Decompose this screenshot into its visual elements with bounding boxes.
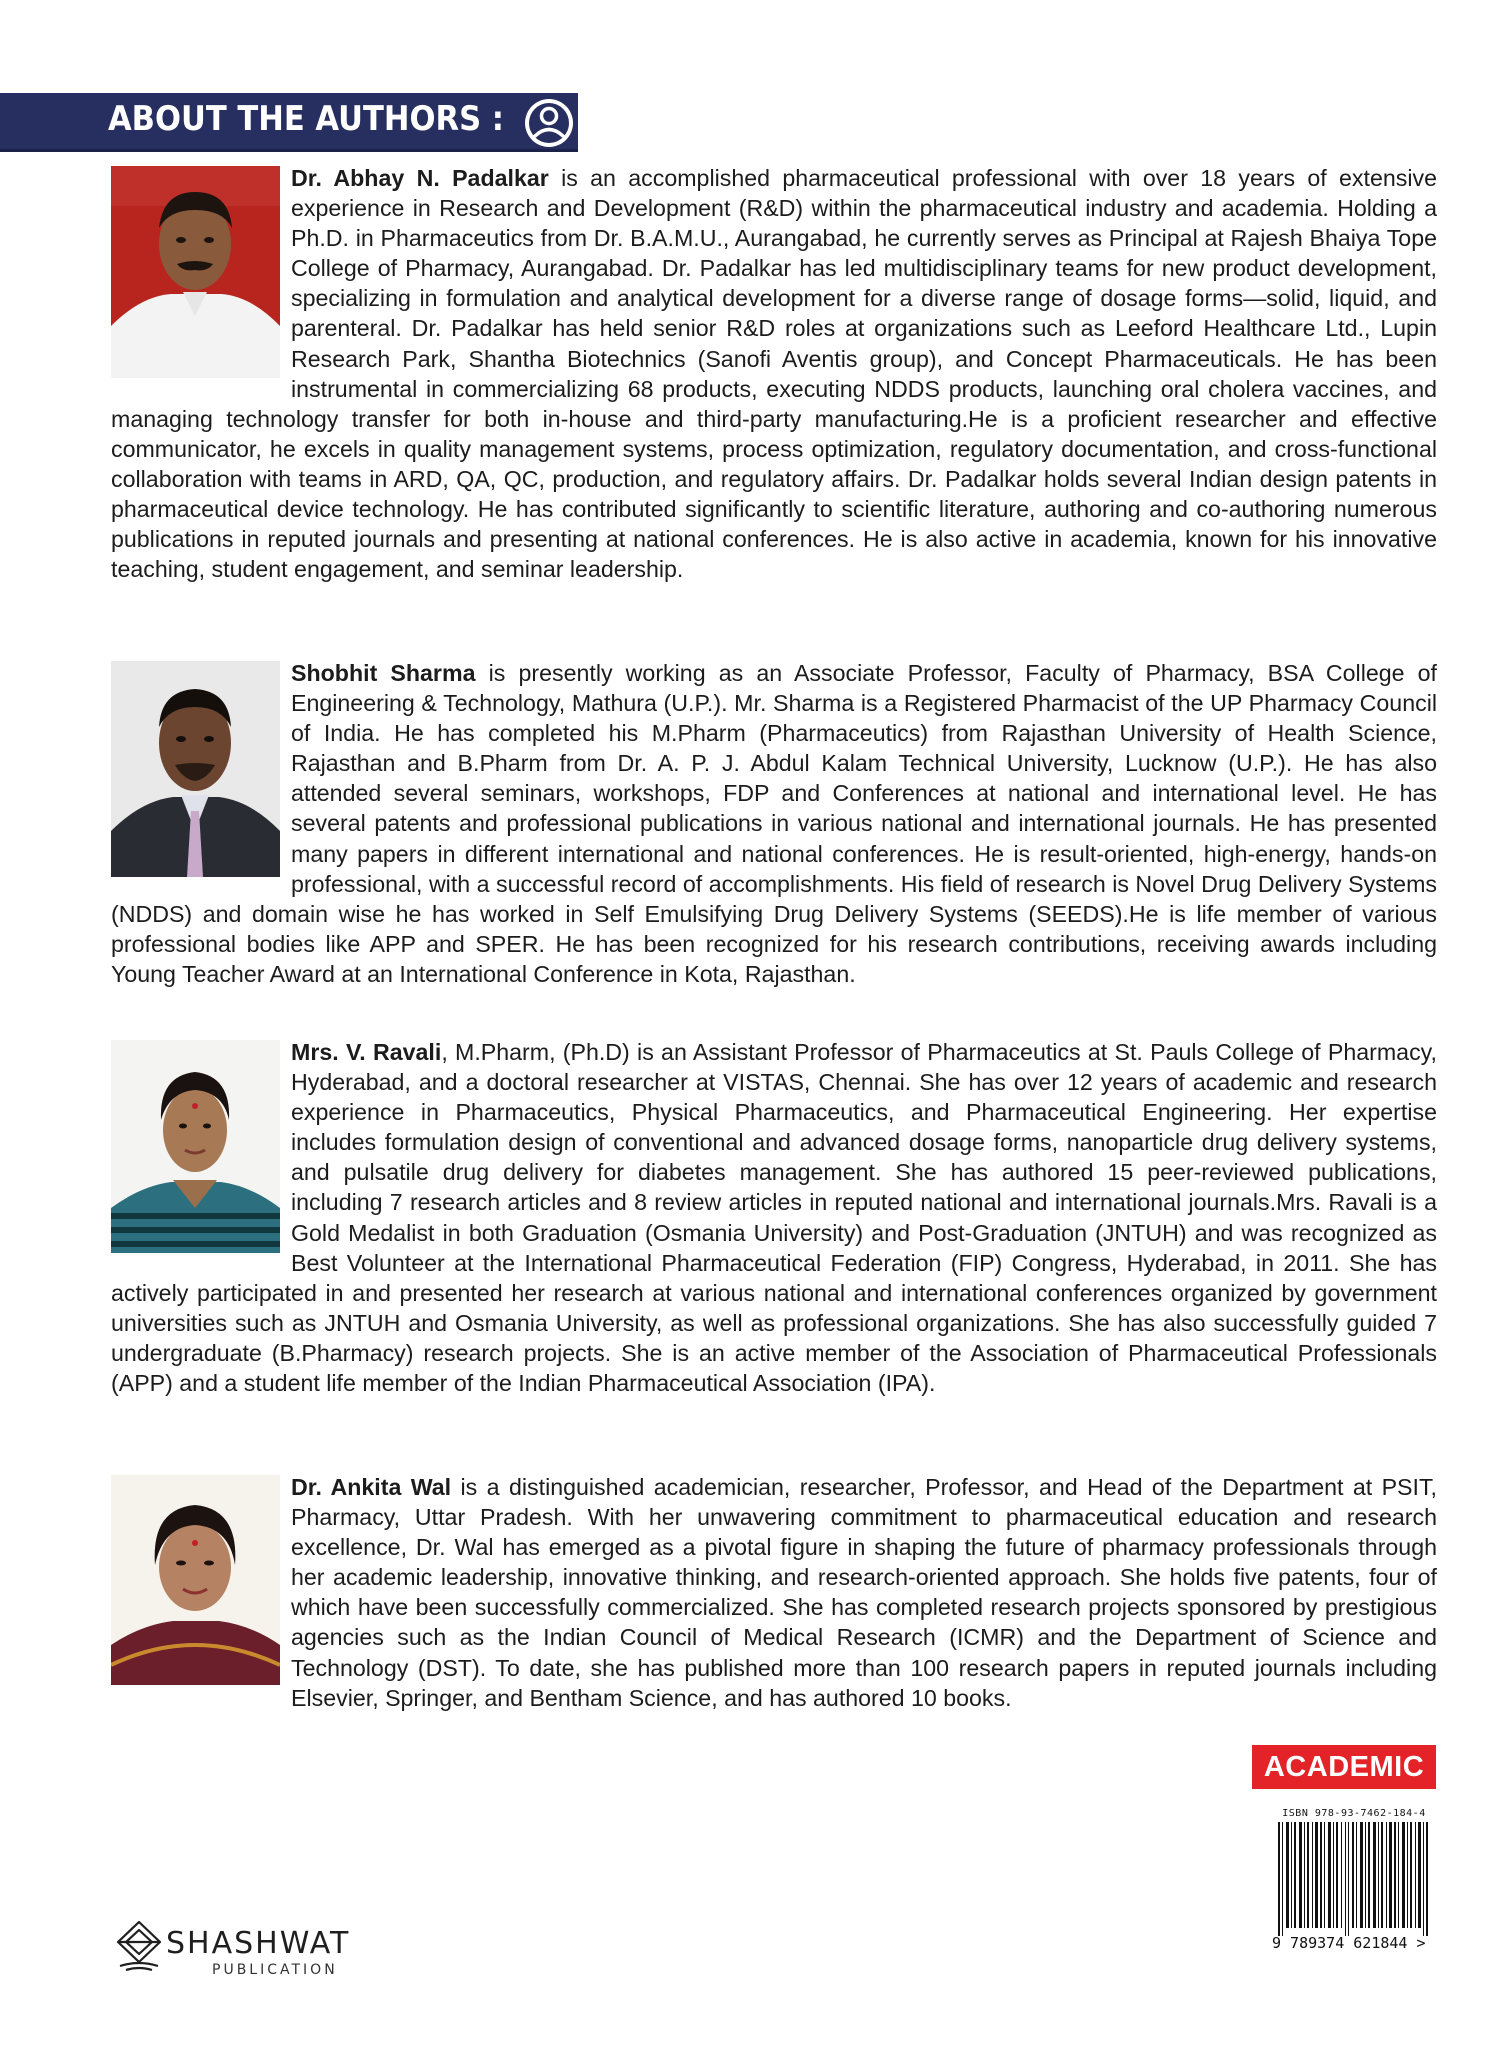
author-name: Shobhit Sharma xyxy=(291,660,476,686)
barcode-digits: 9 789374 621844 > xyxy=(1272,1934,1426,1952)
author-bio xyxy=(111,163,1437,584)
barcode-icon xyxy=(1276,1822,1432,1936)
author-icon xyxy=(522,96,576,150)
author-bio xyxy=(111,658,1437,989)
author-bio-text: is presently working as an Associate Professor, Faculty of Pharmacy, BSA College of Engineering & Technology, Mathura (U.P.). Mr. Sharma is a Registered Pharmacist of the UP Pharmacy Council of India. He has completed his M.Pharm (Pharmaceutics) from Rajasthan University of Health Science, Rajasthan and B.Pharm from Dr. A. P. J. Abdul Kalam Technical University, Lucknow (U.P.). He has also attended several seminars, workshops, FDP and Conferences at national and international level. He has several patents and professional publications in various national and international journals. He has presented many papers in different international and national conferences. He is result-oriented, high-energy, hands-on professional, with a successful record of accomplishments. His field of research is Novel Drug Delivery Systems (NDDS) and domain wise he has worked in Self Emulsifying Drug Delivery Systems (SEEDS).He is life member of various professional bodies like APP and SPER. He has been recognized for his research contributions, receiving awards including Young Teacher Award at an International Conference in Kota, Rajasthan. xyxy=(111,660,1437,987)
author-photo xyxy=(111,661,280,877)
author-photo xyxy=(111,1475,280,1685)
page-title: ABOUT THE AUTHORS : xyxy=(108,99,505,139)
isbn-barcode xyxy=(1272,1808,1436,1958)
author-bio xyxy=(111,1472,1437,1713)
author-photo xyxy=(111,166,280,378)
isbn-label: ISBN 978-93-7462-184-4 xyxy=(1282,1808,1426,1819)
publisher-logo xyxy=(112,1918,352,1978)
author-name: Dr. Abhay N. Padalkar xyxy=(291,165,549,191)
academic-badge: ACADEMIC xyxy=(1252,1745,1436,1789)
author-bio-text: is an accomplished pharmaceutical professional with over 18 years of extensive experience in Research and Development (R&D) within the pharmaceutical industry and academia. Holding a Ph.D. in Pharmaceutics from Dr. B.A.M.U., Aurangabad, he currently serves as Principal at Rajesh Bhaiya Tope College of Pharmacy, Aurangabad. Dr. Padalkar has led multidisciplinary teams for new product development, specializing in formulation and analytical development for a diverse range of dosage forms—solid, liquid, and parenteral. Dr. Padalkar has held senior R&D roles at organizations such as Leeford Healthcare Ltd., Lupin Research Park, Shantha Biotechnics (Sanofi Aventis group), and Concept Pharmaceuticals. He has been instrumental in commercializing 68 products, executing NDDS products, launching oral cholera vaccines, and managing technology transfer for both in-house and third-party manufacturing.He is a proficient researcher and effective communicator, he excels in quality management systems, process optimization, regulatory documentation, and cross-functional collaboration with teams in ARD, QA, QC, production, and regulatory affairs. Dr. Padalkar holds several Indian design patents in pharmaceutical device technology. He has contributed significantly to scientific literature, authoring and co-authoring numerous publications in reputed journals and presenting at national conferences. He is also active in academia, known for his innovative teaching, student engagement, and seminar leadership. xyxy=(111,165,1437,583)
author-name: Mrs. V. Ravali xyxy=(291,1039,442,1065)
author-bio-text: is a distinguished academician, researcher, Professor, and Head of the Department at PSIT, Pharmacy, Uttar Pradesh. With her unwavering commitment to pharmaceutical education and research excellence, Dr. Wal has emerged as a pivotal figure in shaping the future of pharmacy professionals through her academic leadership, innovative thinking, and research-oriented approach. She holds five patents, four of which have been successfully commercialized. She has completed research projects sponsored by prestigious agencies such as the Indian Council of Medical Research (ICMR) and the Department of Science and Technology (DST). To date, she has published more than 100 research papers in reputed journals including Elsevier, Springer, and Bentham Science, and has authored 10 books. xyxy=(291,1474,1437,1711)
author-bio-text: , M.Pharm, (Ph.D) is an Assistant Professor of Pharmaceutics at St. Pauls College of Pharmacy, Hyderabad, and a doctoral researcher at VISTAS, Chennai. She has over 12 years of academic and research experience in Pharmaceutics, Physical Pharmaceutics, and Pharmaceutical Engineering. Her expertise includes formulation design of conventional and advanced dosage forms, nanoparticle drug delivery systems, and pulsatile drug delivery for diabetes management. She has authored 15 peer-reviewed publications, including 7 research articles and 8 review articles in reputed national and international journals.Mrs. Ravali is a Gold Medalist in both Graduation (Osmania University) and Post-Graduation (JNTUH) and was recognized as Best Volunteer at the International Pharmaceutical Federation (FIP) Congress, Hyderabad, in 2011. She has actively participated in and presented her research at various national and international conferences organized by government universities such as JNTUH and Osmania University, as well as professional organizations. She has also successfully guided 7 undergraduate (B.Pharmacy) research projects. She is an active member of the Association of Pharmaceutical Professionals (APP) and a student life member of the Indian Pharmaceutical Association (IPA). xyxy=(111,1039,1437,1397)
shashwat-logo-icon xyxy=(112,1918,166,1974)
publisher-name: SHASHWAT xyxy=(166,1926,351,1961)
publisher-subtitle: PUBLICATION xyxy=(212,1962,338,1978)
author-name: Dr. Ankita Wal xyxy=(291,1474,452,1500)
author-bio xyxy=(111,1037,1437,1398)
author-photo xyxy=(111,1040,280,1253)
